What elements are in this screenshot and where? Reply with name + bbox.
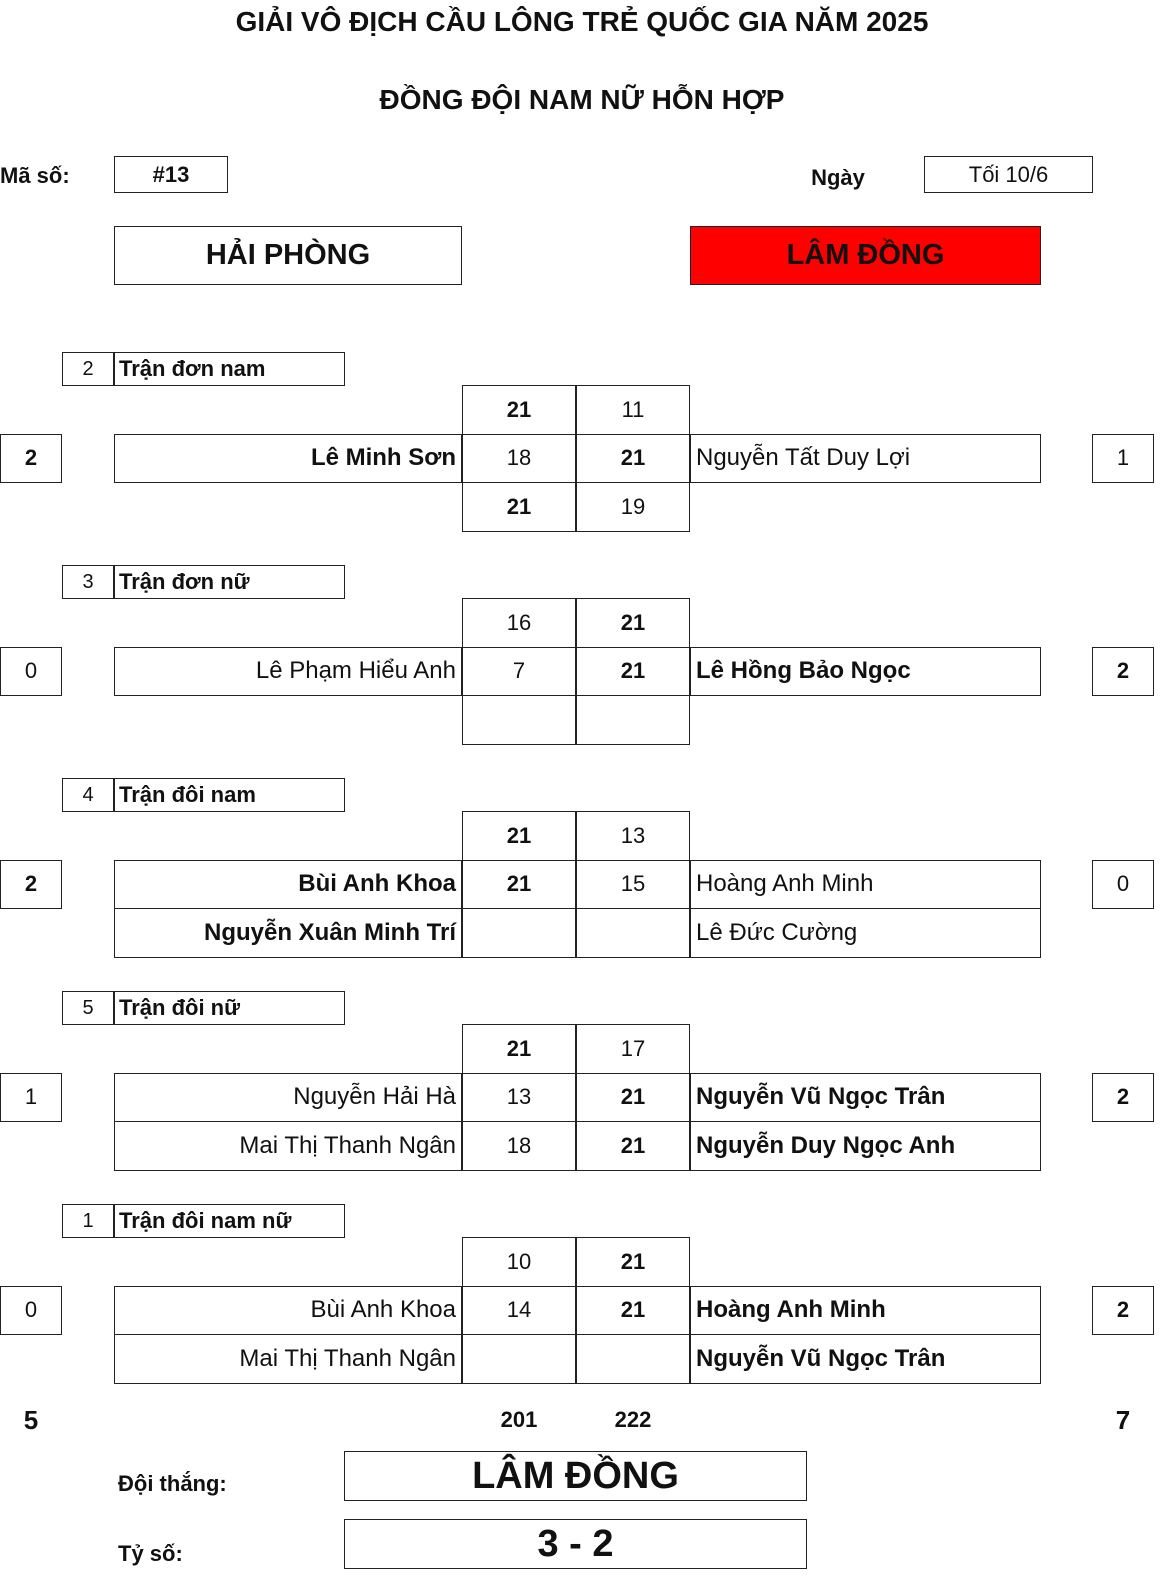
right-player-name: Nguyễn Vũ Ngọc Trân xyxy=(690,1334,1041,1384)
set-score: 21 xyxy=(576,1286,690,1336)
set-score: 21 xyxy=(462,482,576,532)
code-value: #13 xyxy=(114,156,228,193)
winner-value: LÂM ĐỒNG xyxy=(344,1451,807,1501)
code-label: Mã số: xyxy=(0,163,70,188)
page-subtitle: ĐỒNG ĐỘI NAM NỮ HỖN HỢP xyxy=(379,84,785,115)
team-left-name: HẢI PHÒNG xyxy=(114,226,462,285)
date-value: Tối 10/6 xyxy=(924,156,1093,193)
match-left-score: 2 xyxy=(0,434,62,484)
set-score xyxy=(462,908,576,958)
score-label: Tỷ số: xyxy=(118,1541,183,1566)
left-player-name: Mai Thị Thanh Ngân xyxy=(114,1121,462,1171)
match-title: Trận đôi nữ xyxy=(114,991,345,1025)
set-score: 10 xyxy=(462,1237,576,1287)
set-score: 16 xyxy=(462,598,576,648)
set-score: 21 xyxy=(576,647,690,697)
set-score: 21 xyxy=(576,434,690,484)
match-order: 4 xyxy=(62,778,114,812)
set-score xyxy=(462,695,576,745)
match-order: 5 xyxy=(62,991,114,1025)
set-score xyxy=(462,1334,576,1384)
match-left-score: 0 xyxy=(0,1286,62,1336)
total-right-sets: 7 xyxy=(1115,1404,1131,1435)
set-score: 18 xyxy=(462,434,576,484)
set-score: 11 xyxy=(576,385,690,435)
set-score xyxy=(576,695,690,745)
set-score: 21 xyxy=(462,811,576,861)
score-value: 3 - 2 xyxy=(344,1519,807,1569)
set-score: 13 xyxy=(576,811,690,861)
team-right-name: LÂM ĐỒNG xyxy=(690,226,1041,285)
set-score: 14 xyxy=(462,1286,576,1336)
match-right-score: 2 xyxy=(1092,1073,1154,1123)
match-left-score: 1 xyxy=(0,1073,62,1123)
set-score: 13 xyxy=(462,1073,576,1123)
match-order: 3 xyxy=(62,565,114,599)
page-title: GIẢI VÔ ĐỊCH CẦU LÔNG TRẺ QUỐC GIA NĂM 2025 xyxy=(235,6,929,37)
left-player-name: Mai Thị Thanh Ngân xyxy=(114,1334,462,1384)
winner-label: Đội thắng: xyxy=(118,1471,227,1496)
set-score: 21 xyxy=(576,598,690,648)
match-left-score: 0 xyxy=(0,647,62,697)
match-left-score: 2 xyxy=(0,860,62,910)
match-order: 2 xyxy=(62,352,114,386)
total-left-points: 201 xyxy=(500,1407,538,1432)
match-right-score: 2 xyxy=(1092,1286,1154,1336)
match-title: Trận đơn nữ xyxy=(114,565,345,599)
set-score xyxy=(576,908,690,958)
match-right-score: 2 xyxy=(1092,647,1154,697)
total-left-sets: 5 xyxy=(23,1404,39,1435)
right-player-name: Nguyễn Vũ Ngọc Trân xyxy=(690,1073,1041,1123)
right-player-name: Nguyễn Tất Duy Lợi xyxy=(690,434,1041,484)
right-player-name: Lê Đức Cường xyxy=(690,908,1041,958)
set-score xyxy=(576,1334,690,1384)
left-player-name: Lê Minh Sơn xyxy=(114,434,462,484)
date-label: Ngày xyxy=(811,165,865,190)
right-player-name: Nguyễn Duy Ngọc Anh xyxy=(690,1121,1041,1171)
right-player-name: Lê Hồng Bảo Ngọc xyxy=(690,647,1041,697)
match-right-score: 0 xyxy=(1092,860,1154,910)
total-right-points: 222 xyxy=(614,1407,652,1432)
match-title: Trận đôi nam xyxy=(114,778,345,812)
left-player-name: Nguyễn Xuân Minh Trí xyxy=(114,908,462,958)
set-score: 21 xyxy=(462,860,576,910)
match-right-score: 1 xyxy=(1092,434,1154,484)
set-score: 21 xyxy=(462,385,576,435)
set-score: 18 xyxy=(462,1121,576,1171)
set-score: 21 xyxy=(462,1024,576,1074)
set-score: 7 xyxy=(462,647,576,697)
left-player-name: Lê Phạm Hiểu Anh xyxy=(114,647,462,697)
left-player-name: Bùi Anh Khoa xyxy=(114,1286,462,1336)
right-player-name: Hoàng Anh Minh xyxy=(690,1286,1041,1336)
match-title: Trận đơn nam xyxy=(114,352,345,386)
set-score: 15 xyxy=(576,860,690,910)
left-player-name: Bùi Anh Khoa xyxy=(114,860,462,910)
set-score: 21 xyxy=(576,1121,690,1171)
set-score: 17 xyxy=(576,1024,690,1074)
match-title: Trận đôi nam nữ xyxy=(114,1204,345,1238)
left-player-name: Nguyễn Hải Hà xyxy=(114,1073,462,1123)
set-score: 21 xyxy=(576,1073,690,1123)
set-score: 21 xyxy=(576,1237,690,1287)
match-order: 1 xyxy=(62,1204,114,1238)
set-score: 19 xyxy=(576,482,690,532)
right-player-name: Hoàng Anh Minh xyxy=(690,860,1041,910)
